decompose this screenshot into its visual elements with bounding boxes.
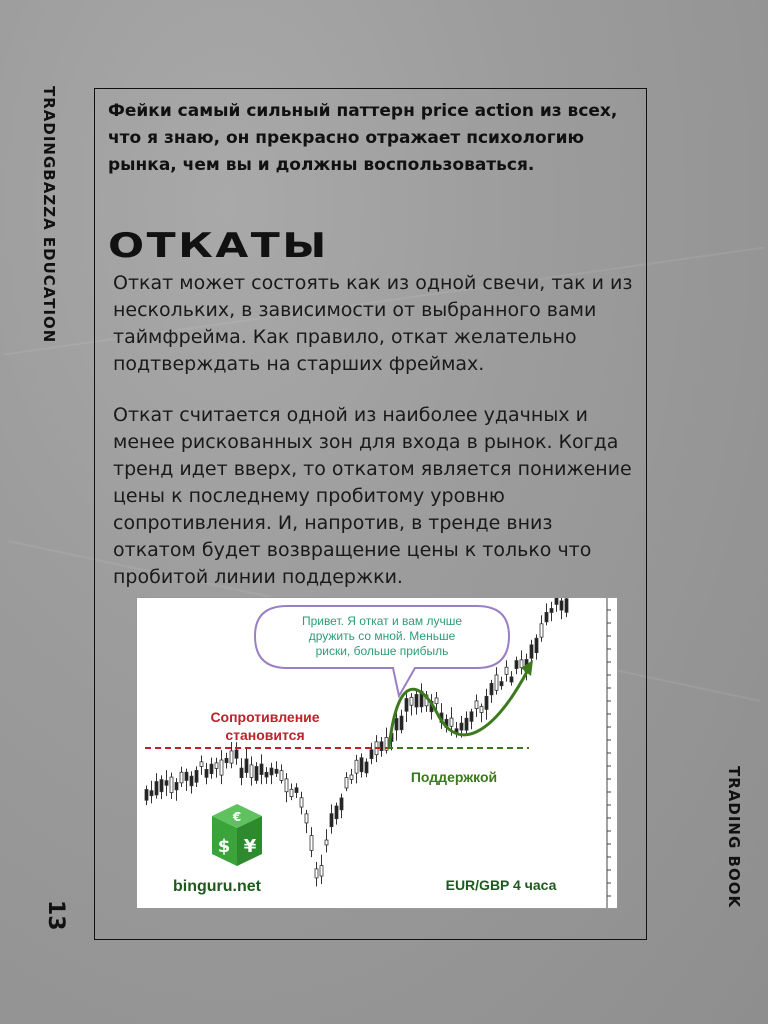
candle-body [355, 760, 358, 773]
candle-body [470, 712, 473, 722]
candle-body [285, 779, 288, 792]
candle-body [245, 759, 248, 773]
candle-body [255, 766, 258, 780]
candle-body [410, 697, 413, 705]
candle-body [520, 660, 523, 668]
cube-euro-symbol: € [232, 810, 242, 824]
resistance-label-1: Сопротивление [210, 709, 320, 725]
candle-body [565, 599, 568, 613]
candle-body [335, 806, 338, 819]
bubble-text-1: Привет. Я откат и вам лучше [301, 614, 463, 628]
bubble-text-2: дружить со мной. Меньше [308, 629, 456, 643]
candle-body [460, 723, 463, 730]
candle-body [150, 791, 153, 796]
candle-body [205, 769, 208, 777]
bubble-text-3: риски, больше прибыль [315, 644, 449, 658]
pullback-figure [136, 597, 618, 909]
candle-body [240, 768, 243, 777]
candle-body [405, 699, 408, 712]
candle-body [400, 716, 403, 730]
candle-body [495, 675, 498, 690]
candle-body [295, 788, 298, 793]
candle-body [325, 840, 328, 845]
candle-body [310, 836, 313, 851]
candle-body [270, 768, 273, 775]
candle-body [435, 698, 438, 704]
candle-body [465, 718, 468, 730]
candle-body [500, 682, 503, 686]
pullback-arrow-curve [389, 668, 529, 748]
candle-body [175, 782, 178, 789]
candle-body [170, 777, 173, 792]
support-label: Поддержкой [410, 769, 498, 785]
candle-body [165, 781, 168, 786]
brand-label: binguru.net [173, 878, 261, 895]
candle-body [155, 782, 158, 795]
currency-cube-icon [212, 804, 262, 866]
candle-body [320, 866, 323, 877]
candle-body [560, 601, 563, 610]
candle-body [395, 718, 398, 730]
candle-body [160, 780, 163, 792]
section-heading: ОТКАТЫ [108, 226, 329, 266]
candle-body [380, 742, 383, 751]
cube-dollar-symbol: $ [217, 836, 231, 857]
candle-body [290, 789, 293, 796]
candle-body [350, 775, 353, 779]
candle-body [190, 776, 193, 786]
candle-body [515, 661, 518, 669]
candle-body [480, 706, 483, 712]
candle-body [415, 694, 418, 706]
candle-body [475, 701, 478, 709]
candle-body [360, 758, 363, 772]
candle-body [505, 667, 508, 674]
candle-body [315, 869, 318, 878]
candle-body [550, 608, 553, 612]
candle-body [235, 750, 238, 758]
paragraph-2: Откат считается одной из наиболее удачных и менее рискованных зон для входа в рынок. Когда тренд идет вверх, то откатом является понижение цены к последнему пробитому уровню сопротивления. И, напротив, в тренде вниз откатом будет возвращение цены к только что пробитой линии поддержки. [113, 404, 632, 588]
cube-yen-symbol: ¥ [243, 836, 257, 857]
page-number: 13 [43, 900, 68, 931]
candle-body [340, 798, 343, 810]
candle-body [275, 769, 278, 773]
candle-body [145, 790, 148, 801]
candle-body [225, 758, 228, 762]
candle-body [230, 751, 233, 763]
candle-body [330, 814, 333, 827]
candle-body [200, 762, 203, 767]
price-axis-ticks [607, 610, 611, 896]
intro-text: Фейки самый сильный паттерн price action из всех, что я знаю, он прекрасно отражает психологию рынка, чем вы и должны воспользоваться. [108, 101, 618, 175]
candle-body [555, 598, 558, 604]
candle-body [485, 696, 488, 709]
pair-label: EUR/GBP 4 часа [445, 877, 557, 893]
candle-body [370, 750, 373, 759]
candle-body [345, 778, 348, 788]
resistance-label-2: становится [225, 727, 305, 743]
candle-body [300, 798, 303, 807]
candle-body [540, 624, 543, 637]
candle-body [265, 772, 268, 777]
side-book-label: TRADING BOOK [725, 766, 743, 909]
candle-body [220, 760, 223, 775]
side-brand-label: TRADINGBAZZA EDUCATION [40, 86, 58, 344]
candle-body [490, 683, 493, 694]
candle-body [185, 772, 188, 780]
candle-body [305, 814, 308, 823]
paragraph-1: Откат может состоять как из одной свечи, так и из нескольких, в зависимости от выбранного вами таймфрейма. Как правило, откат желательно подтверждать на старших фреймах. [113, 272, 633, 375]
candle-body [535, 638, 538, 652]
candle-body [545, 612, 548, 621]
candle-body [210, 764, 213, 773]
candle-body [260, 764, 263, 774]
candle-body [510, 677, 513, 682]
candle-body [215, 763, 218, 769]
candle-body [250, 765, 253, 777]
candle-body [280, 771, 283, 781]
candle-body [530, 645, 533, 658]
candle-body [450, 718, 453, 726]
candle-body [195, 770, 198, 782]
candle-body [180, 772, 183, 783]
candle-body [365, 762, 368, 773]
